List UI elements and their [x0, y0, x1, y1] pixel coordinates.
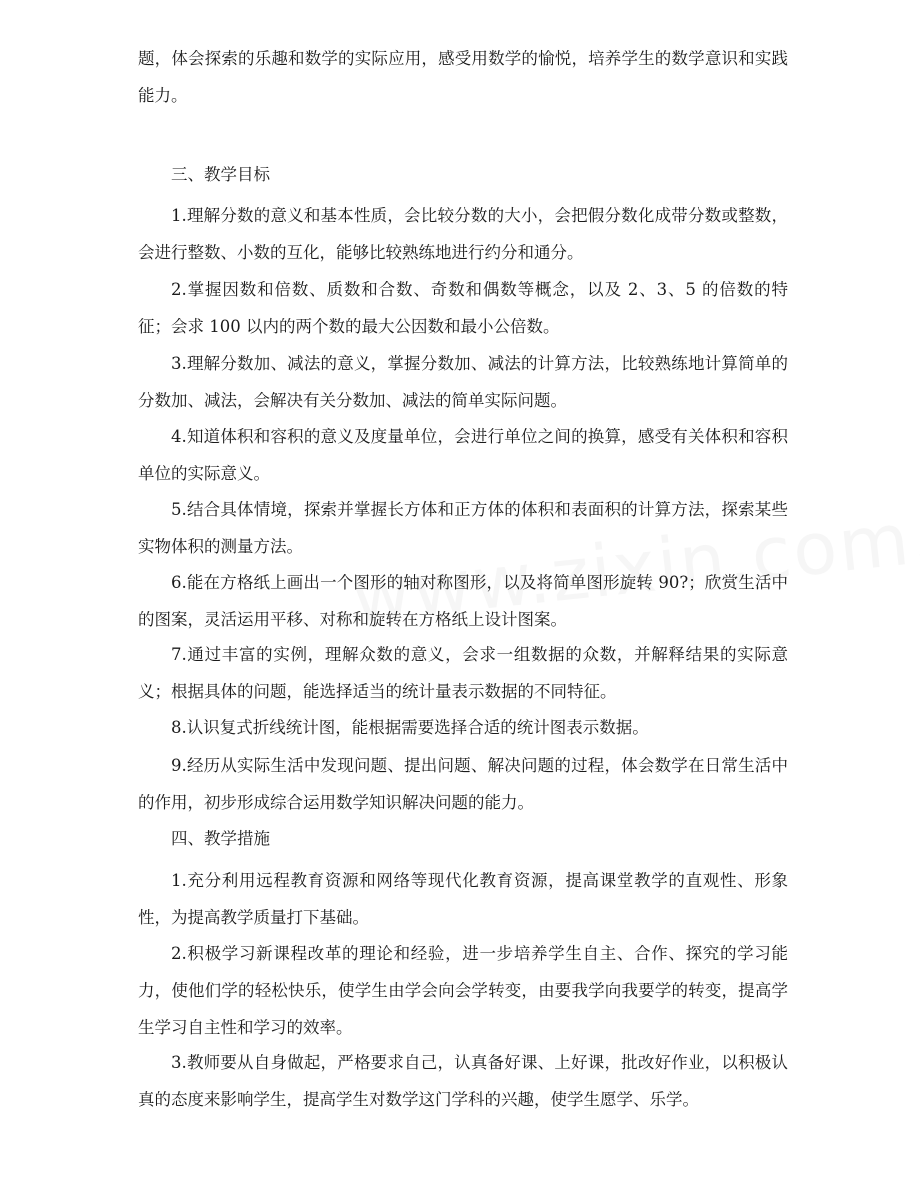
intro-continuation-paragraph: 题，体会探索的乐趣和数学的实际应用，感受用数学的愉悦，培养学生的数学意识和实践能力。 — [138, 49, 788, 105]
goal-paragraph-2: 2.掌握因数和倍数、质数和合数、奇数和偶数等概念，以及 2、3、5 的倍数的特征；会求 100 以内的两个数的最大公因数和最小公倍数。 — [138, 280, 788, 336]
goal-paragraph-7: 7.通过丰富的实例，理解众数的意义，会求一组数据的众数，并解释结果的实际意义；根据具体的问题，能选择适当的统计量表示数据的不同特征。 — [138, 645, 788, 701]
measure-paragraph-2: 2.积极学习新课程改革的理论和经验，进一步培养学生自主、合作、探究的学习能力，使他们学的轻松快乐，使学生由学会向会学转变，由要我学向我要学的转变，提高学生学习自主性和学习的效率。 — [138, 944, 788, 1037]
goal-paragraph-6: 6.能在方格纸上画出一个图形的轴对称图形，以及将简单图形旋转 90?；欣赏生活中的图案，灵活运用平移、对称和旋转在方格纸上设计图案。 — [138, 573, 788, 629]
goal-paragraph-1: 1.理解分数的意义和基本性质，会比较分数的大小，会把假分数化成带分数或整数，会进行整数、小数的互化，能够比较熟练地进行约分和通分。 — [138, 206, 788, 262]
measure-paragraph-1: 1.充分利用远程教育资源和网络等现代化教育资源，提高课堂教学的直观性、形象性，为提高教学质量打下基础。 — [138, 871, 788, 927]
section-heading-teaching-goals: 三、教学目标 — [171, 165, 270, 184]
section-heading-teaching-measures: 四、教学措施 — [171, 829, 270, 848]
measure-paragraph-3: 3.教师要从自身做起，严格要求自己，认真备好课、上好课，批改好作业，以积极认真的态度来影响学生，提高学生对数学这门学科的兴趣，使学生愿学、乐学。 — [138, 1053, 788, 1109]
goal-paragraph-4: 4.知道体积和容积的意义及度量单位，会进行单位之间的换算，感受有关体积和容积单位的实际意义。 — [138, 427, 788, 483]
goal-paragraph-9: 9.经历从实际生活中发现问题、提出问题、解决问题的过程，体会数学在日常生活中的作用，初步形成综合运用数学知识解决问题的能力。 — [138, 756, 788, 812]
goal-paragraph-3: 3.理解分数加、减法的意义，掌握分数加、减法的计算方法，比较熟练地计算简单的分数加、减法，会解决有关分数加、减法的简单实际问题。 — [138, 354, 788, 410]
goal-paragraph-8: 8.认识复式折线统计图，能根据需要选择合适的统计图表示数据。 — [171, 718, 649, 737]
goal-paragraph-5: 5.结合具体情境，探索并掌握长方体和正方体的体积和表面积的计算方法，探索某些实物体积的测量方法。 — [138, 500, 788, 556]
